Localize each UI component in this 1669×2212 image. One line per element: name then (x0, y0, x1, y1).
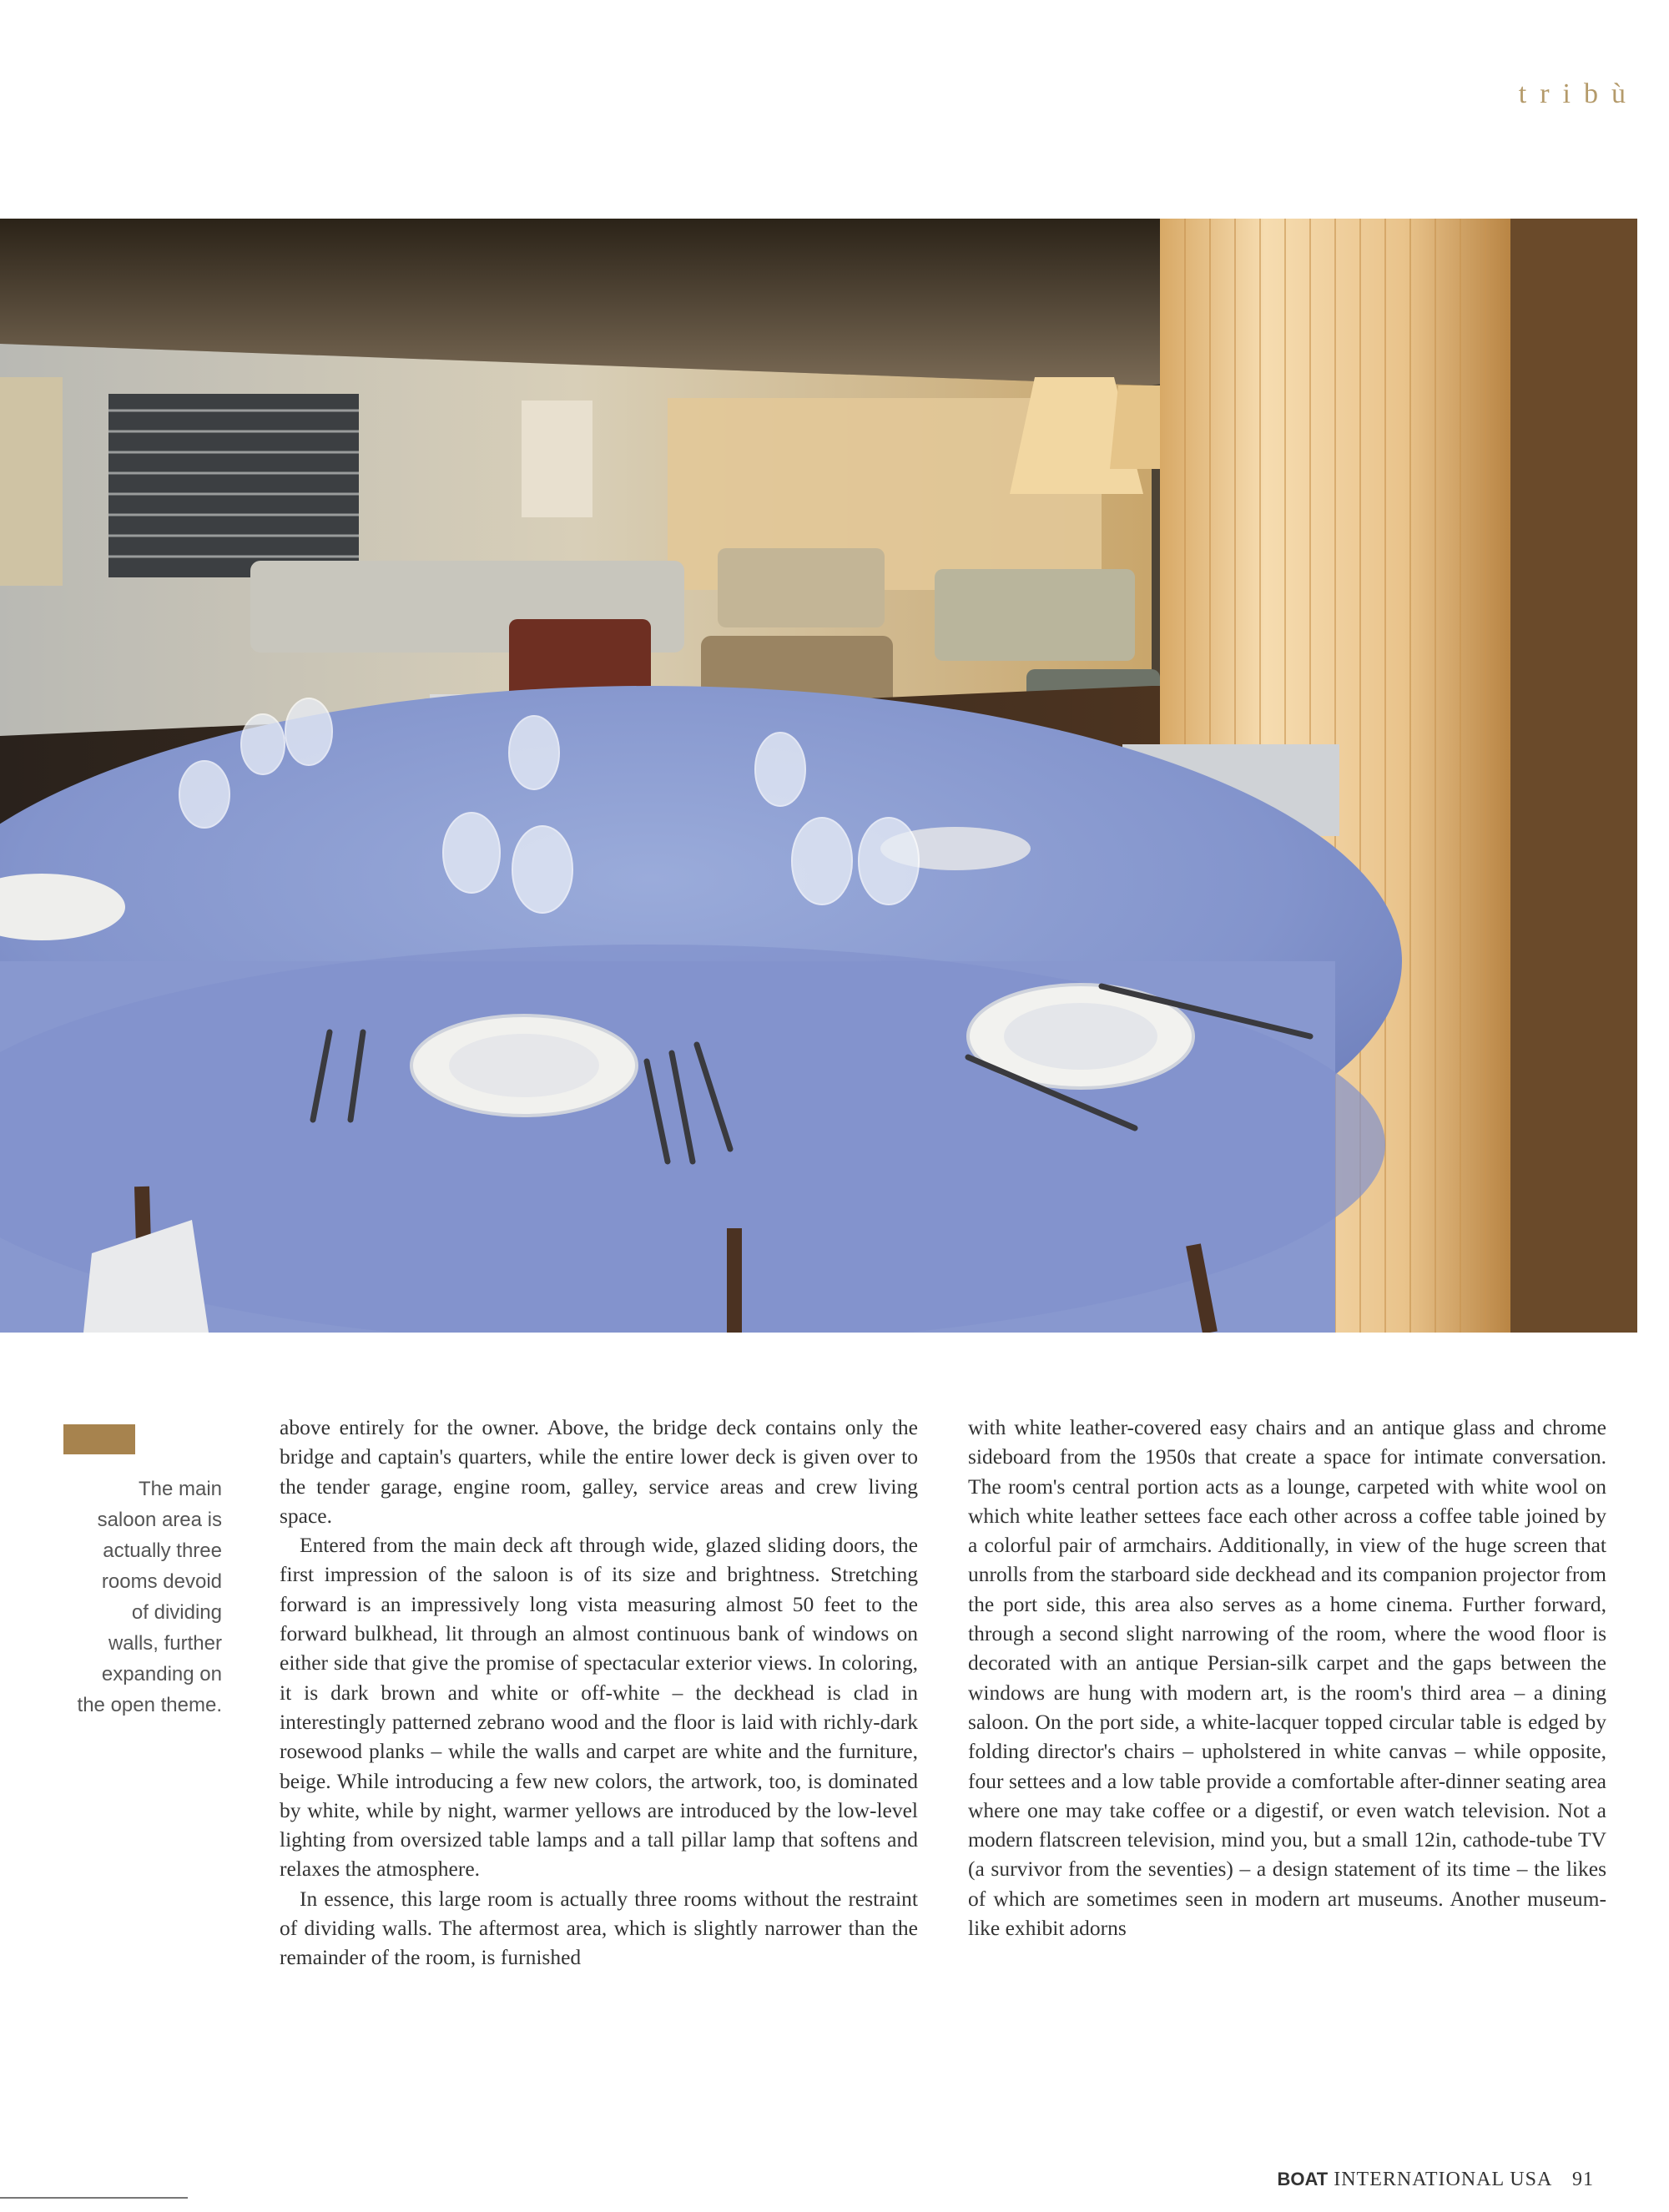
section-tag: tribù (1518, 78, 1639, 109)
article-column-1 (280, 1413, 918, 1973)
caption-line: The main (138, 1478, 222, 1500)
footer-brand: BOAT (1277, 2169, 1329, 2189)
caption-line: actually three (103, 1539, 222, 1562)
footer-rule (0, 2197, 188, 2199)
article-column-2 (968, 1413, 1606, 1942)
caption-color-swatch (63, 1424, 135, 1454)
photo-caption (47, 1474, 222, 1721)
saloon-photo-illustration (0, 219, 1637, 1333)
footer-publication: INTERNATIONAL USA (1334, 2169, 1551, 2190)
caption-line: walls, further (108, 1632, 222, 1655)
caption-line: saloon area is (97, 1509, 222, 1531)
caption-line: of dividing (131, 1601, 222, 1624)
caption-line: rooms devoid (101, 1570, 222, 1593)
page-footer (1278, 2169, 1594, 2191)
article-paragraph: In essence, this large room is actually three rooms without the restraint of dividing walls. The aftermost area, which is slightly narrower than the remainder of the room, is furnished (280, 1886, 918, 1970)
article-paragraph: above entirely for the owner. Above, the bridge deck contains only the bridge and captain's quarters, while the entire lower deck is given over to the tender garage, engine room, galley, service areas and crew living space. (280, 1415, 918, 1528)
article-paragraph: Entered from the main deck aft through wide, glazed sliding doors, the first impression of the saloon is of its size and brightness. Stretching forward is an impressively long vista measuring almost 50 feet to the forward bulkhead, lit through an almost continuous bank of windows on either side that give the promise of spectacular exterior views. In coloring, it is dark brown and white or off-white – the deckhead is clad in interestingly patterned zebrano wood and the floor is laid with richly-dark rosewood planks – while the walls and carpet are white and the furniture, beige. While introducing a few new colors, the artwork, too, is dominated by white, while by night, warmer yellows are introduced by the low-level lighting from oversized table lamps and a tall pillar lamp that softens and relaxes the atmosphere. (280, 1533, 918, 1882)
page-number: 91 (1572, 2169, 1594, 2190)
article-paragraph: with white leather-covered easy chairs and an antique glass and chrome sideboard from the 1950s that create a space for intimate conversation. The room's central portion acts as a lounge, carpeted with white wool on which white leather settees face each other across a coffee table joined by a colorful pair of armchairs. Additionally, in view of the huge screen that unrolls from the starboard side deckhead and its companion projector from the port side, this area also serves as a home cinema. Further forward, through a second slight narrowing of the room, where the wood floor is decorated with an antique Persian-silk carpet and the gaps between the windows are hung with modern art, is the room's third area – a dining saloon. On the port side, a white-lacquer topped circular table is edged by folding director's chairs – upholstered in white canvas – while opposite, four settees and a low table provide a comfortable after-dinner seating area where one may take coffee or a digestif, or even watch television. Not a modern flatscreen television, mind you, but a small 12in, cathode-tube TV (a survivor from the seventies) – a design statement of its time – the likes of which are sometimes seen in modern art museums. Another museum-like exhibit adorns (968, 1415, 1606, 1941)
saloon-photo (0, 219, 1637, 1333)
caption-line: expanding on (101, 1663, 222, 1685)
caption-line: the open theme. (77, 1694, 222, 1716)
